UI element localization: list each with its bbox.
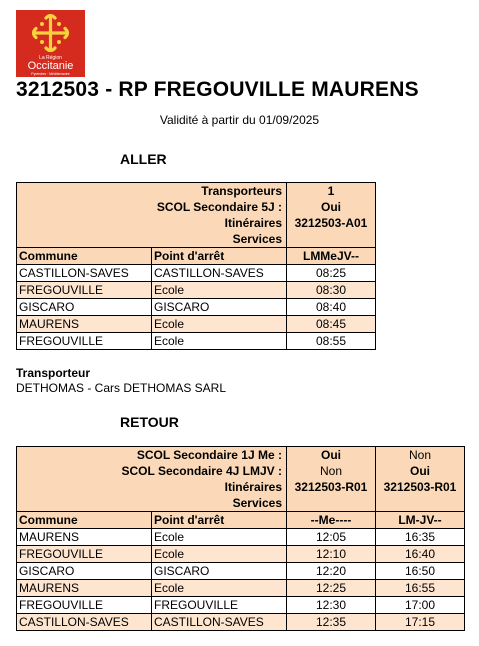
time-cell: 12:30 [287, 597, 376, 614]
table-row [17, 265, 376, 282]
commune-cell: CASTILLON-SAVES [17, 614, 152, 631]
commune-cell: GISCARO [17, 299, 152, 316]
table-row [17, 597, 465, 614]
retour-col-commune: Commune [17, 512, 152, 529]
time-cell: 16:35 [376, 529, 465, 546]
time-cell: 08:55 [287, 333, 376, 350]
aller-value-scol: Oui [321, 200, 341, 214]
retour-v1-itineraire: 3212503-R01 [294, 480, 368, 494]
transporteur-label: Transporteur [16, 366, 91, 380]
stop-cell: GISCARO [152, 299, 287, 316]
retour-header-labels [17, 447, 287, 512]
retour-v1-scol-1j: Oui [321, 448, 341, 462]
aller-section-title: ALLER [120, 151, 167, 167]
table-row [17, 282, 376, 299]
retour-header-scol-1j: SCOL Secondaire 1J Me : [136, 448, 282, 462]
aller-value-transporteurs: 1 [327, 184, 335, 198]
logo-line-region: La Région [39, 55, 62, 61]
retour-header-scol-4j: SCOL Secondaire 4J LMJV : [121, 464, 282, 478]
logo-line-pyrenees: Pyrénées · Méditerranée [31, 72, 70, 76]
table-row [17, 563, 465, 580]
aller-timetable [16, 182, 376, 350]
retour-header-itineraires: Itinéraires [224, 480, 282, 494]
transporteur-value: DETHOMAS - Cars DETHOMAS SARL [16, 381, 227, 395]
time-cell: 08:40 [287, 299, 376, 316]
validity-date: Validité à partir du 01/09/2025 [159, 113, 320, 127]
retour-col-point: Point d'arrêt [152, 512, 287, 529]
stop-cell: CASTILLON-SAVES [152, 614, 287, 631]
aller-col-commune: Commune [17, 248, 152, 265]
retour-v2-scol-4j: Oui [410, 464, 430, 478]
table-row [17, 316, 376, 333]
aller-header-scol: SCOL Secondaire 5J : [156, 200, 282, 214]
page-title: 3212503 - RP FREGOUVILLE MAURENS [16, 78, 419, 101]
time-cell: 16:55 [376, 580, 465, 597]
aller-header-services: Services [232, 232, 282, 246]
retour-section-title: RETOUR [120, 414, 179, 430]
stop-cell: Ecole [152, 580, 287, 597]
retour-col-days-1: --Me---- [287, 512, 376, 529]
commune-cell: MAURENS [17, 580, 152, 597]
time-cell: 08:30 [287, 282, 376, 299]
table-row [17, 333, 376, 350]
stop-cell: Ecole [152, 282, 287, 299]
time-cell: 08:45 [287, 316, 376, 333]
retour-col-days-2: LM-JV-- [376, 512, 465, 529]
time-cell: 17:00 [376, 597, 465, 614]
stop-cell: FREGOUVILLE [152, 597, 287, 614]
table-row [17, 546, 465, 563]
retour-timetable [16, 446, 465, 631]
retour-v1-scol-4j: Non [319, 464, 342, 478]
stop-cell: Ecole [152, 316, 287, 333]
table-row [17, 299, 376, 316]
aller-col-days: LMMeJV-- [287, 248, 376, 265]
time-cell: 08:25 [287, 265, 376, 282]
commune-cell: MAURENS [17, 316, 152, 333]
commune-cell: FREGOUVILLE [17, 597, 152, 614]
time-cell: 12:35 [287, 614, 376, 631]
retour-v1-services [289, 495, 373, 511]
occitan-cross-icon [30, 14, 71, 52]
stop-cell: Ecole [152, 546, 287, 563]
retour-v2-services [378, 495, 462, 511]
stop-cell: Ecole [152, 529, 287, 546]
commune-cell: FREGOUVILLE [17, 546, 152, 563]
time-cell: 12:10 [287, 546, 376, 563]
aller-value-itineraire: 3212503-A01 [294, 216, 368, 230]
retour-v2-itineraire: 3212503-R01 [383, 480, 457, 494]
region-occitanie-logo [16, 10, 85, 77]
commune-cell: MAURENS [17, 529, 152, 546]
aller-header-values [287, 183, 376, 248]
commune-cell: CASTILLON-SAVES [17, 265, 152, 282]
commune-cell: GISCARO [17, 563, 152, 580]
table-row [17, 580, 465, 597]
commune-cell: FREGOUVILLE [17, 282, 152, 299]
stop-cell: GISCARO [152, 563, 287, 580]
time-cell: 17:15 [376, 614, 465, 631]
logo-line-occitanie: Occitanie [27, 60, 74, 72]
aller-value-services [289, 231, 373, 247]
aller-header-transporteurs: Transporteurs [201, 184, 282, 198]
retour-header-values-2 [376, 447, 465, 512]
table-row [17, 614, 465, 631]
stop-cell: Ecole [152, 333, 287, 350]
table-row [17, 529, 465, 546]
retour-header-services: Services [232, 496, 282, 510]
aller-col-point: Point d'arrêt [152, 248, 287, 265]
aller-header-itineraires: Itinéraires [224, 216, 282, 230]
stop-cell: CASTILLON-SAVES [152, 265, 287, 282]
aller-header-labels [17, 183, 287, 248]
time-cell: 16:40 [376, 546, 465, 563]
retour-header-values-1 [287, 447, 376, 512]
time-cell: 16:50 [376, 563, 465, 580]
time-cell: 12:20 [287, 563, 376, 580]
retour-v2-scol-1j: Non [408, 448, 431, 462]
commune-cell: FREGOUVILLE [17, 333, 152, 350]
time-cell: 12:25 [287, 580, 376, 597]
time-cell: 12:05 [287, 529, 376, 546]
